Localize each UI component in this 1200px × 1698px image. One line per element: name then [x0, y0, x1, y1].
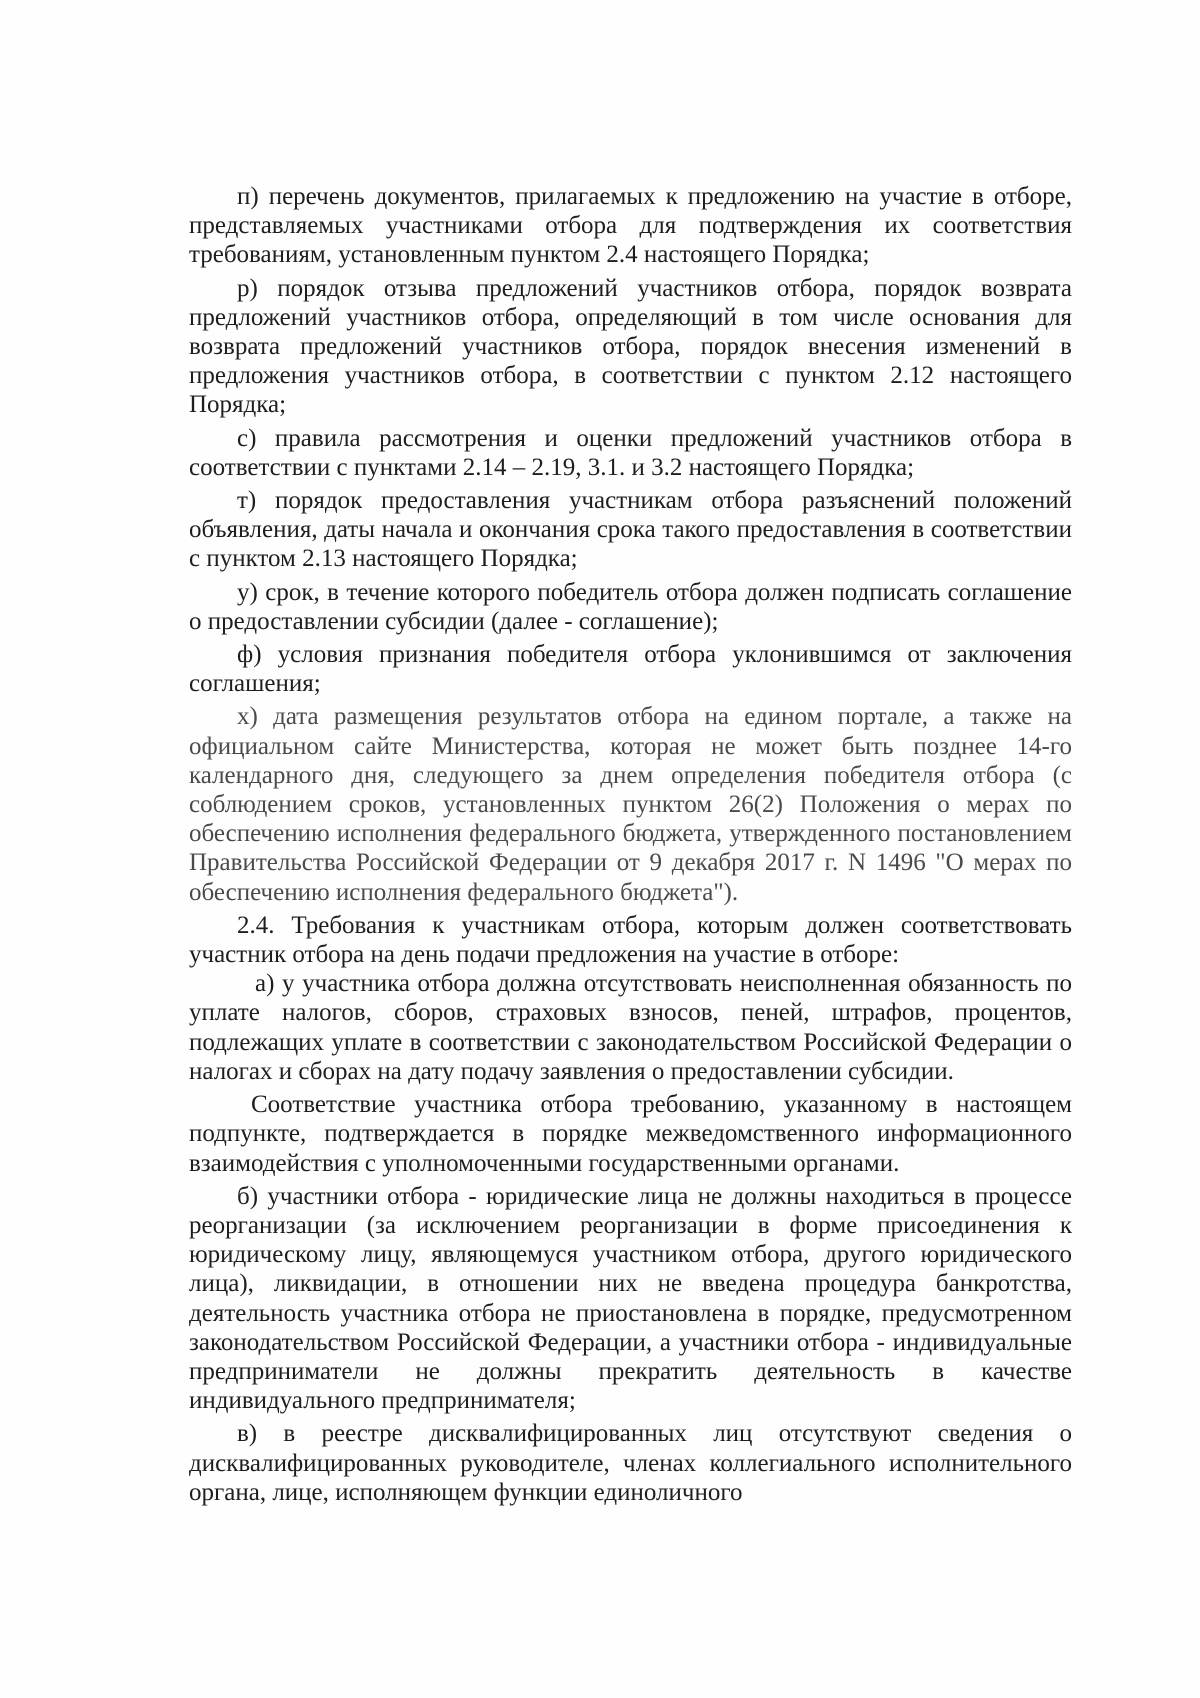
paragraph-u: у) срок, в течение которого победитель отбора должен подписать соглашение о предоставлении субсидии (далее - соглашение);: [189, 578, 1072, 635]
paragraph-r: р) порядок отзыва предложений участников отбора, порядок возврата предложений участников отбора, определяющий в том числе основания для возврата предложений участников отбора, порядок внесения изменений в предложения участников отбора, в соответствии с пунктом 2.12 настоящего Порядка;: [189, 274, 1072, 419]
paragraph-t: т) порядок предоставления участникам отбора разъяснений положений объявления, даты начала и окончания срока такого предоставления в соответствии с пунктом 2.13 настоящего Порядка;: [189, 487, 1072, 573]
paragraph-v: в) в реестре дисквалифицированных лиц отсутствуют сведения о дисквалифицированных руководителе, членах коллегиального исполнительного органа, лице, исполняющем функции единоличного: [189, 1420, 1072, 1506]
paragraph-f: ф) условия признания победителя отбора уклонившимся от заключения соглашения;: [189, 641, 1072, 698]
paragraph-kh: х) дата размещения результатов отбора на едином портале, а также на официальном сайте Министерства, которая не может быть позднее 14-го календарного дня, следующего за днем определения победителя отбора (с соблюдением сроков, установленных пунктом 26(2) Положения о мерах по обеспечению исполнения федерального бюджета, утвержденного постановлением Правительства Российской Федерации от 9 декабря 2017 г. N 1496 "О мерах по обеспечению исполнения федерального бюджета").: [189, 703, 1072, 906]
paragraph-a-compliance: Соответствие участника отбора требованию, указанному в настоящем подпункте, подтверждается в порядке межведомственного информационного взаимодействия с уполномоченными государственными органами.: [189, 1091, 1072, 1177]
paragraph-s: с) правила рассмотрения и оценки предложений участников отбора в соответствии с пунктами 2.14 – 2.19, 3.1. и 3.2 настоящего Порядка;: [189, 424, 1072, 481]
paragraph-b: б) участники отбора - юридические лица не должны находиться в процессе реорганизации (за исключением реорганизации в форме присоединения к юридическому лицу, являющемуся участником отбора, другого юридического лица), ликвидации, в отношении них не введена процедура банкротства, деятельность участника отбора не приостановлена в порядке, предусмотренном законодательством Российской Федерации, а участники отбора - индивидуальные предприниматели не должны прекратить деятельность в качестве индивидуального предпринимателя;: [189, 1182, 1072, 1415]
document-body: [189, 182, 1072, 1507]
section-2-4-heading: 2.4. Требования к участникам отбора, которым должен соответствовать участник отбора на день подачи предложения на участие в отборе:: [189, 911, 1072, 969]
paragraph-a: а) у участника отбора должна отсутствовать неисполненная обязанность по уплате налогов, сборов, страховых взносов, пеней, штрафов, процентов, подлежащих уплате в соответствии с законодательством Российской Федерации о налогах и сборах на дату подачу заявления о предоставлении субсидии.: [189, 970, 1072, 1085]
paragraph-p: п) перечень документов, прилагаемых к предложению на участие в отборе, представляемых участниками отбора для подтверждения их соответствия требованиям, установленным пунктом 2.4 настоящего Порядка;: [189, 183, 1072, 269]
